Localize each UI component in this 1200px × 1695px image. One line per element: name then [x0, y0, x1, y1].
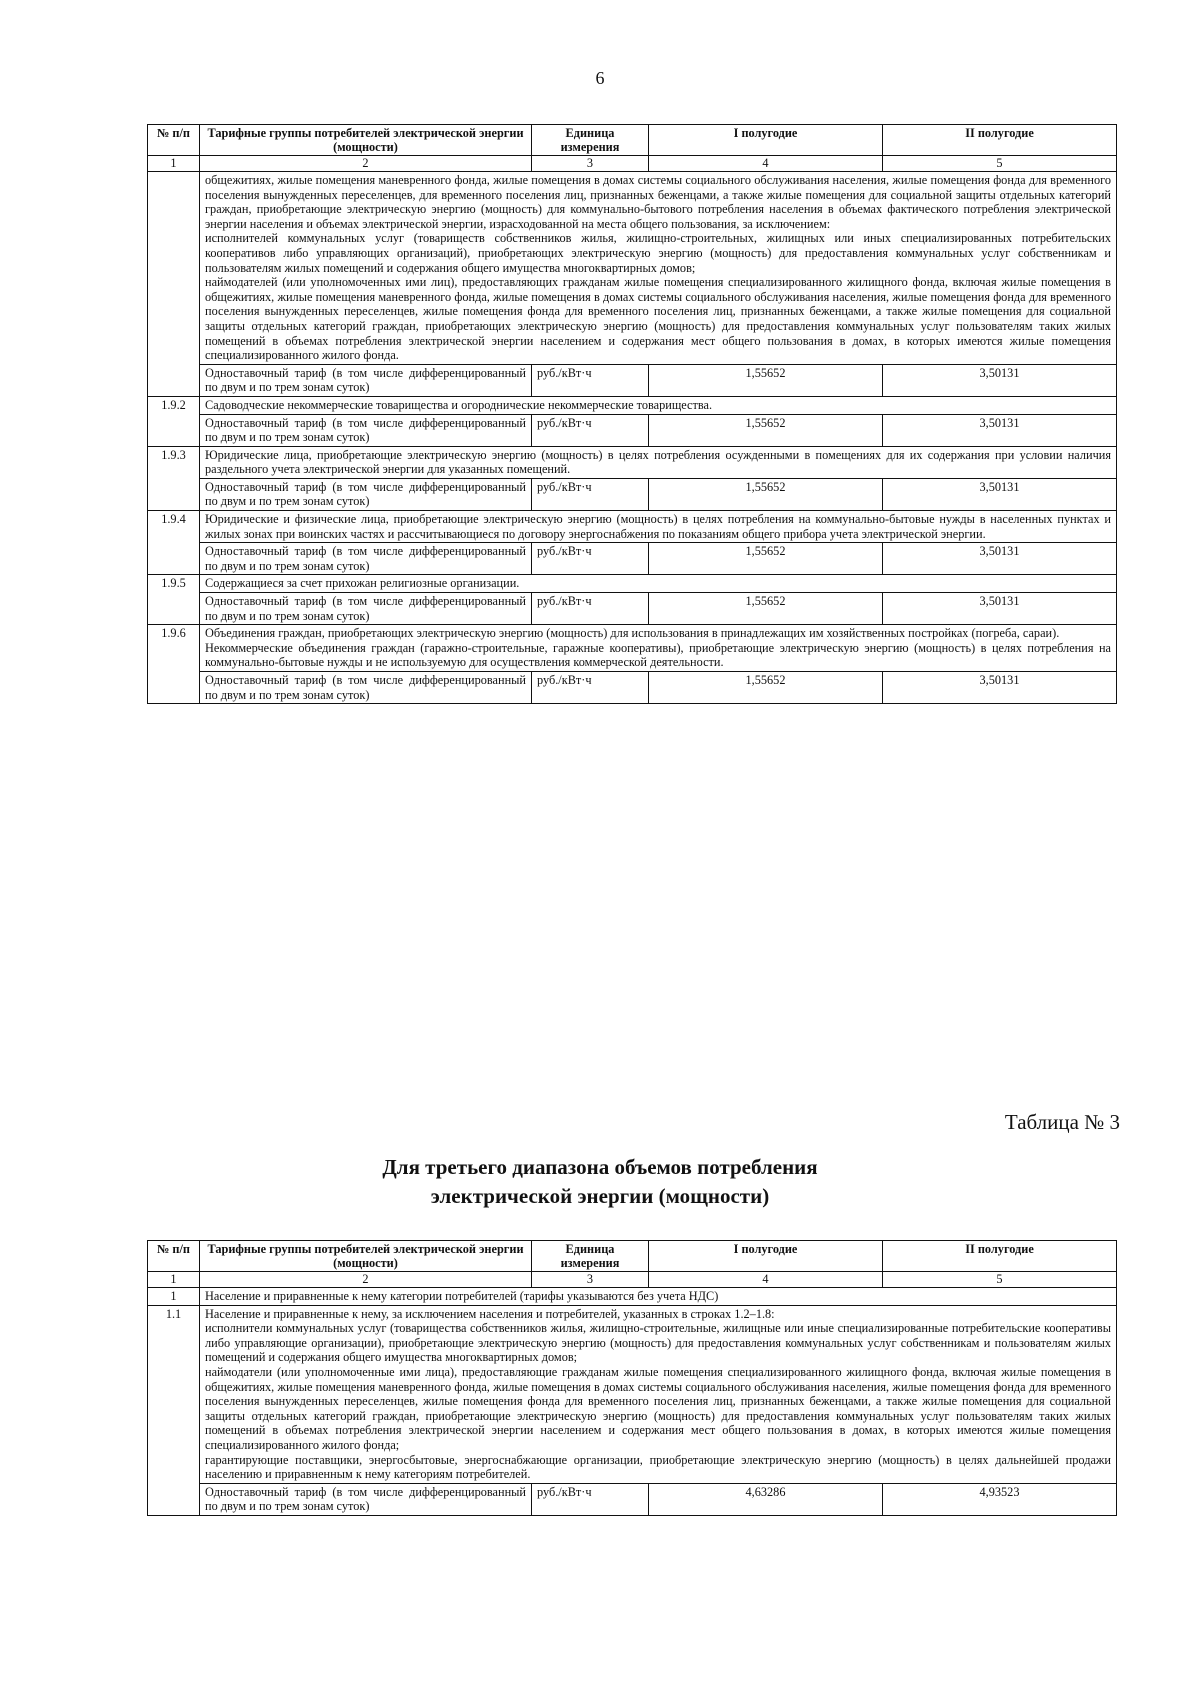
table-row [148, 511, 1117, 543]
tariff-label: Одноставочный тариф (в том числе дифференцированный по двум и по трем зонам суток) [200, 1483, 532, 1515]
colnum-1: 1 [148, 156, 200, 172]
category-description [200, 575, 1117, 593]
header-unit: Единица измерения [532, 125, 649, 156]
colnum-2: 2 [200, 156, 532, 172]
colnum-3: 3 [532, 1272, 649, 1288]
header-second-half: II полугодие [883, 1241, 1117, 1272]
tariff-label: Одноставочный тариф (в том числе дифференцированный по двум и по трем зонам суток) [200, 414, 532, 446]
description-paragraph: Юридические и физические лица, приобретающие электрическую энергию (мощность) в целях потребления на коммунально-бытовые нужды в населенных пунктах и жилых зонах при воинских частях и рассчитывающиеся по договору энергоснабжения по показаниям общего прибора учета электрической энергии. [205, 512, 1111, 541]
tariff-unit: руб./кВт·ч [532, 1483, 649, 1515]
colnum-5: 5 [883, 156, 1117, 172]
tariff-label: Одноставочный тариф (в том числе дифференцированный по двум и по трем зонам суток) [200, 593, 532, 625]
tariff-label: Одноставочный тариф (в том числе дифференцированный по двум и по трем зонам суток) [200, 672, 532, 704]
description-paragraph: Население и приравненные к нему, за исключением населения и потребителей, указанных в строках 1.2–1.8: [205, 1306, 775, 1321]
colnum-4: 4 [649, 1272, 883, 1288]
table-heading [0, 1153, 1200, 1211]
header-unit: Единица измерения [532, 1241, 649, 1272]
second-half-value: 3,50131 [883, 543, 1117, 575]
category-description [200, 1305, 1117, 1483]
header-group: Тарифные группы потребителей электрической энергии (мощности) [200, 1241, 532, 1272]
table-row [148, 446, 1117, 478]
header-no: № п/п [148, 125, 200, 156]
category-description [200, 396, 1117, 414]
first-half-value: 1,55652 [649, 478, 883, 510]
tariff-unit: руб./кВт·ч [532, 672, 649, 704]
row-number: 1.9.4 [148, 511, 200, 575]
category-description [200, 172, 1117, 365]
table-row [148, 625, 1117, 672]
tariff-row [148, 543, 1117, 575]
first-half-value: 1,55652 [649, 672, 883, 704]
second-half-value: 4,93523 [883, 1483, 1117, 1515]
row-number [148, 172, 200, 397]
description-paragraph: гарантирующие поставщики, энергосбытовые, энергоснабжающие организации, приобретающие электрическую энергию (мощность) в целях дальнейшей продажи населению и приравненным к нему категориям потребителей. [205, 1452, 1111, 1482]
table-row [148, 1305, 1117, 1483]
first-half-value: 1,55652 [649, 414, 883, 446]
header-first-half: I полугодие [649, 1241, 883, 1272]
row-number: 1.9.3 [148, 446, 200, 510]
second-half-value: 3,50131 [883, 414, 1117, 446]
description-paragraph: исполнителей коммунальных услуг (товариществ собственников жилья, жилищно-строительных, жилищных или иных специализированных потребительских кооперативов либо управляющих организаций), приобретающих электрическую энергию (мощность) для предоставления коммунальных услуг собственникам и пользователям жилых помещений и содержания общего имущества многоквартирных домов; [205, 231, 1111, 275]
first-half-value: 1,55652 [649, 364, 883, 396]
heading-line: электрической энергии (мощности) [430, 1184, 770, 1208]
tariff-unit: руб./кВт·ч [532, 414, 649, 446]
table-header-row [148, 1241, 1117, 1272]
table-row [148, 575, 1117, 593]
column-numbers-row [148, 1272, 1117, 1288]
colnum-1: 1 [148, 1272, 200, 1288]
category-description: Население и приравненные к нему категории потребителей (тарифы указываются без учета НДС) [200, 1288, 1117, 1306]
row-number: 1 [148, 1288, 200, 1306]
column-numbers-row [148, 156, 1117, 172]
table-row [148, 172, 1117, 365]
tariff-unit: руб./кВт·ч [532, 478, 649, 510]
row-number: 1.9.2 [148, 396, 200, 446]
header-group: Тарифные группы потребителей электрической энергии (мощности) [200, 125, 532, 156]
row-number: 1.9.5 [148, 575, 200, 625]
first-half-value: 4,63286 [649, 1483, 883, 1515]
description-paragraph: Юридические лица, приобретающие электрическую энергию (мощность) в целях потребления осужденными в помещениях для их содержания при условии наличия раздельного учета электрической энергии для указанных помещений. [205, 447, 1111, 477]
table-caption: Таблица № 3 [1004, 1110, 1120, 1134]
description-paragraph: исполнители коммунальных услуг (товарищества собственников жилья, жилищно-строительные, жилищные или иные специализированные потребительские кооперативы либо управляющие организации), приобретающие электрическую энергию (мощность) для предоставления коммунальных услуг собственникам и пользователям жилых помещений и содержания общего имущества многоквартирных домов; [205, 1321, 1111, 1365]
page-number: 6 [595, 68, 605, 88]
tariff-row [148, 478, 1117, 510]
row-number: 1.1 [148, 1305, 200, 1515]
colnum-4: 4 [649, 156, 883, 172]
first-half-value: 1,55652 [649, 593, 883, 625]
description-paragraph: Содержащиеся за счет прихожан религиозные организации. [205, 576, 520, 591]
tariff-label: Одноставочный тариф (в том числе дифференцированный по двум и по трем зонам суток) [200, 543, 532, 575]
description-paragraph: наймодателей (или уполномоченных ими лиц), предоставляющих гражданам жилые помещения специализированного жилищного фонда, включая жилые помещения в общежитиях, жилые помещения маневренного фонда, жилые помещения в домах системы социального обслуживания населения, жилые помещения фонда для временного поселения вынужденных переселенцев, жилые помещения фонда для временного поселения лиц, признанных беженцами, а также жилые помещения для социальной защиты отдельных категорий граждан, приобретающих электрическую энергию (мощность) для предоставления коммунальных услуг пользователям таких жилых помещений в объемах потребления электрической энергии населением и содержания мест общего пользования в домах, в которых имеются жилые помещения специализированного жилого фонда. [205, 275, 1111, 363]
description-paragraph: Садоводческие некоммерческие товарищества и огороднические некоммерческие товарищества. [205, 397, 713, 412]
description-paragraph: общежитиях, жилые помещения маневренного фонда, жилые помещения в домах системы социального обслуживания населения, жилые помещения фонда для временного поселения вынужденных переселенцев, для временного поселения лиц, признанных беженцами, а также жилые помещения для социальной защиты отдельных категорий граждан, приобретающие электрическую энергию (мощность) для коммунально-бытового потребления населения в объемах фактического потребления электрической энергии населения и объемах электрической энергии, израсходованной на места общего пользования, за исключением: [205, 173, 1111, 231]
tariff-row [148, 364, 1117, 396]
colnum-5: 5 [883, 1272, 1117, 1288]
row-number: 1.9.6 [148, 625, 200, 704]
second-half-value: 3,50131 [883, 593, 1117, 625]
heading-line: Для третьего диапазона объемов потребления [382, 1155, 818, 1179]
table-header-row [148, 125, 1117, 156]
tariff-table-2 [147, 124, 1117, 704]
description-paragraph: Некоммерческие объединения граждан (гаражно-строительные, гаражные кооперативы), приобретающие электрическую энергию (мощность) в целях потребления на коммунально-бытовые нужды и не используемую для осуществления коммерческой деятельности. [205, 640, 1111, 670]
second-half-value: 3,50131 [883, 672, 1117, 704]
table-row [148, 396, 1117, 414]
category-description [200, 446, 1117, 478]
header-second-half: II полугодие [883, 125, 1117, 156]
tariff-unit: руб./кВт·ч [532, 364, 649, 396]
table-row [148, 1288, 1117, 1306]
colnum-3: 3 [532, 156, 649, 172]
tariff-label: Одноставочный тариф (в том числе дифференцированный по двум и по трем зонам суток) [200, 478, 532, 510]
tariff-label: Одноставочный тариф (в том числе дифференцированный по двум и по трем зонам суток) [200, 364, 532, 396]
first-half-value: 1,55652 [649, 543, 883, 575]
category-description [200, 625, 1117, 672]
tariff-table-3 [147, 1240, 1117, 1516]
tariff-unit: руб./кВт·ч [532, 593, 649, 625]
tariff-row [148, 414, 1117, 446]
second-half-value: 3,50131 [883, 478, 1117, 510]
colnum-2: 2 [200, 1272, 532, 1288]
tariff-row [148, 1483, 1117, 1515]
tariff-row [148, 672, 1117, 704]
header-first-half: I полугодие [649, 125, 883, 156]
tariff-unit: руб./кВт·ч [532, 543, 649, 575]
description-paragraph: Объединения граждан, приобретающих электрическую энергию (мощность) для использования в принадлежащих им хозяйственных постройках (погреба, сараи). [205, 626, 1060, 641]
tariff-row [148, 593, 1117, 625]
category-description [200, 511, 1117, 543]
second-half-value: 3,50131 [883, 364, 1117, 396]
header-no: № п/п [148, 1241, 200, 1272]
description-paragraph: наймодатели (или уполномоченные ими лица), предоставляющие гражданам жилые помещения специализированного жилищного фонда, включая жилые помещения в общежитиях, жилые помещения маневренного фонда, жилые помещения в домах системы социального обслуживания населения, жилые помещения фонда для временного поселения вынужденных переселенцев, жилые помещения фонда для временного поселения лиц, признанных беженцами, а также жилые помещения для социальной защиты отдельных категорий граждан, приобретающие электрическую энергию (мощность) для предоставления коммунальных услуг пользователям таких жилых помещений в объемах потребления электрической энергии населением и содержания мест общего пользования в домах, в которых имеются жилые помещения специализированного жилого фонда; [205, 1364, 1111, 1452]
